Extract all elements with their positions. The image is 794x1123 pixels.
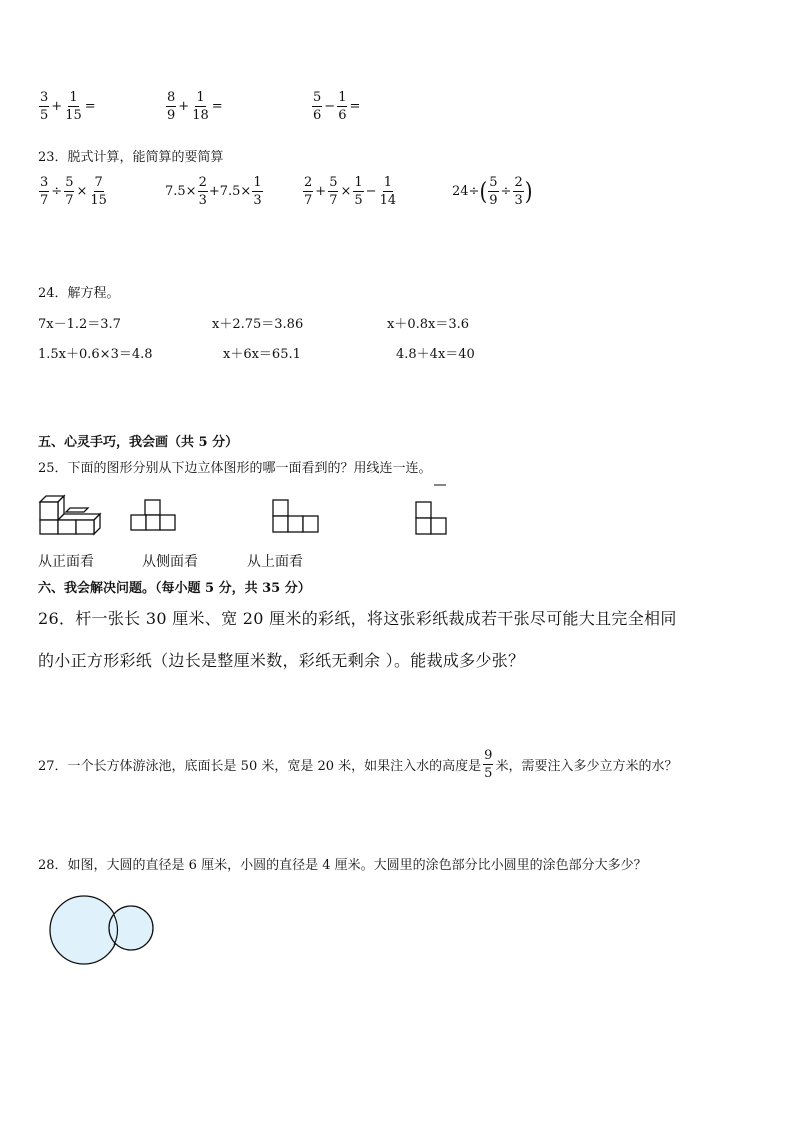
q25-text: 25．下面的图形分别从下边立体图形的哪一面看到的？用线连一连。 <box>38 461 432 476</box>
q23-expression-3: $\frac{2}{7}$ + $\frac{5}{7}$ × $\frac{1}{5}$ − $\frac{1}{14}$ <box>304 174 397 208</box>
small-circle <box>109 906 153 950</box>
q27-text: 27．一个长方体游泳池，底面长是 50 米，宽是 20 米，如果注入水的高度是 $\frac{9}{5}$ 米，需要注入多少立方米的水？ <box>38 747 678 781</box>
equation-5: x＋6x＝65.1 <box>223 347 301 362</box>
view-shape-3 <box>412 482 450 538</box>
circles-figure <box>44 890 160 970</box>
q23-title: 23．脱式计算，能简算的要简算 <box>38 150 224 165</box>
q26-line1: 26．杆一张长 30 厘米、宽 20 厘米的彩纸，将这张彩纸裁成若干张尽可能大且完全相同 <box>38 609 677 628</box>
view-shape-2 <box>272 498 320 534</box>
equation-1: 7x－1.2＝3.7 <box>38 317 121 332</box>
label-side-view: 从侧面看 <box>142 554 198 570</box>
fraction-expression-1: $\frac{3}{5}$ + $\frac{1}{15}$ = <box>40 89 96 123</box>
solid-figure <box>38 492 102 536</box>
equation-4: 1.5x＋0.6×3＝4.8 <box>38 347 153 362</box>
label-top-view: 从上面看 <box>247 554 303 570</box>
equation-3: x＋0.8x＝3.6 <box>387 317 470 332</box>
equation-6: 4.8＋4x＝40 <box>396 347 475 362</box>
fraction-expression-3: $\frac{5}{6}$ − $\frac{1}{6}$ = <box>313 89 361 123</box>
q24-title: 24．解方程。 <box>38 286 120 301</box>
q28-text: 28．如图，大圆的直径是 6 厘米，小圆的直径是 4 厘米。大圆里的涂色部分比小圆里的涂色部分大多少？ <box>38 858 647 873</box>
equation-2: x＋2.75＝3.86 <box>212 317 304 332</box>
label-front-view: 从正面看 <box>38 554 94 570</box>
q23-expression-4: 24÷ ( $\frac{5}{9}$ ÷ $\frac{2}{3}$ ) <box>452 174 533 208</box>
view-shape-1 <box>130 498 176 532</box>
section5-title: 五、心灵手巧，我会画（共 5 分） <box>38 435 239 450</box>
q23-expression-2: 7.5× $\frac{2}{3}$ +7.5× $\frac{1}{3}$ <box>165 174 262 208</box>
section6-title: 六、我会解决问题。（每小题 5 分，共 35 分） <box>38 581 311 596</box>
q26-line2: 的小正方形彩纸（边长是整厘米数，彩纸无剩余 ）。能裁成多少张？ <box>38 651 525 670</box>
large-circle <box>50 896 118 964</box>
q23-expression-1: $\frac{3}{7}$ ÷ $\frac{5}{7}$ × $\frac{7}{15}$ <box>40 174 107 208</box>
fraction-expression-2: $\frac{8}{9}$ + $\frac{1}{18}$ = <box>167 89 223 123</box>
